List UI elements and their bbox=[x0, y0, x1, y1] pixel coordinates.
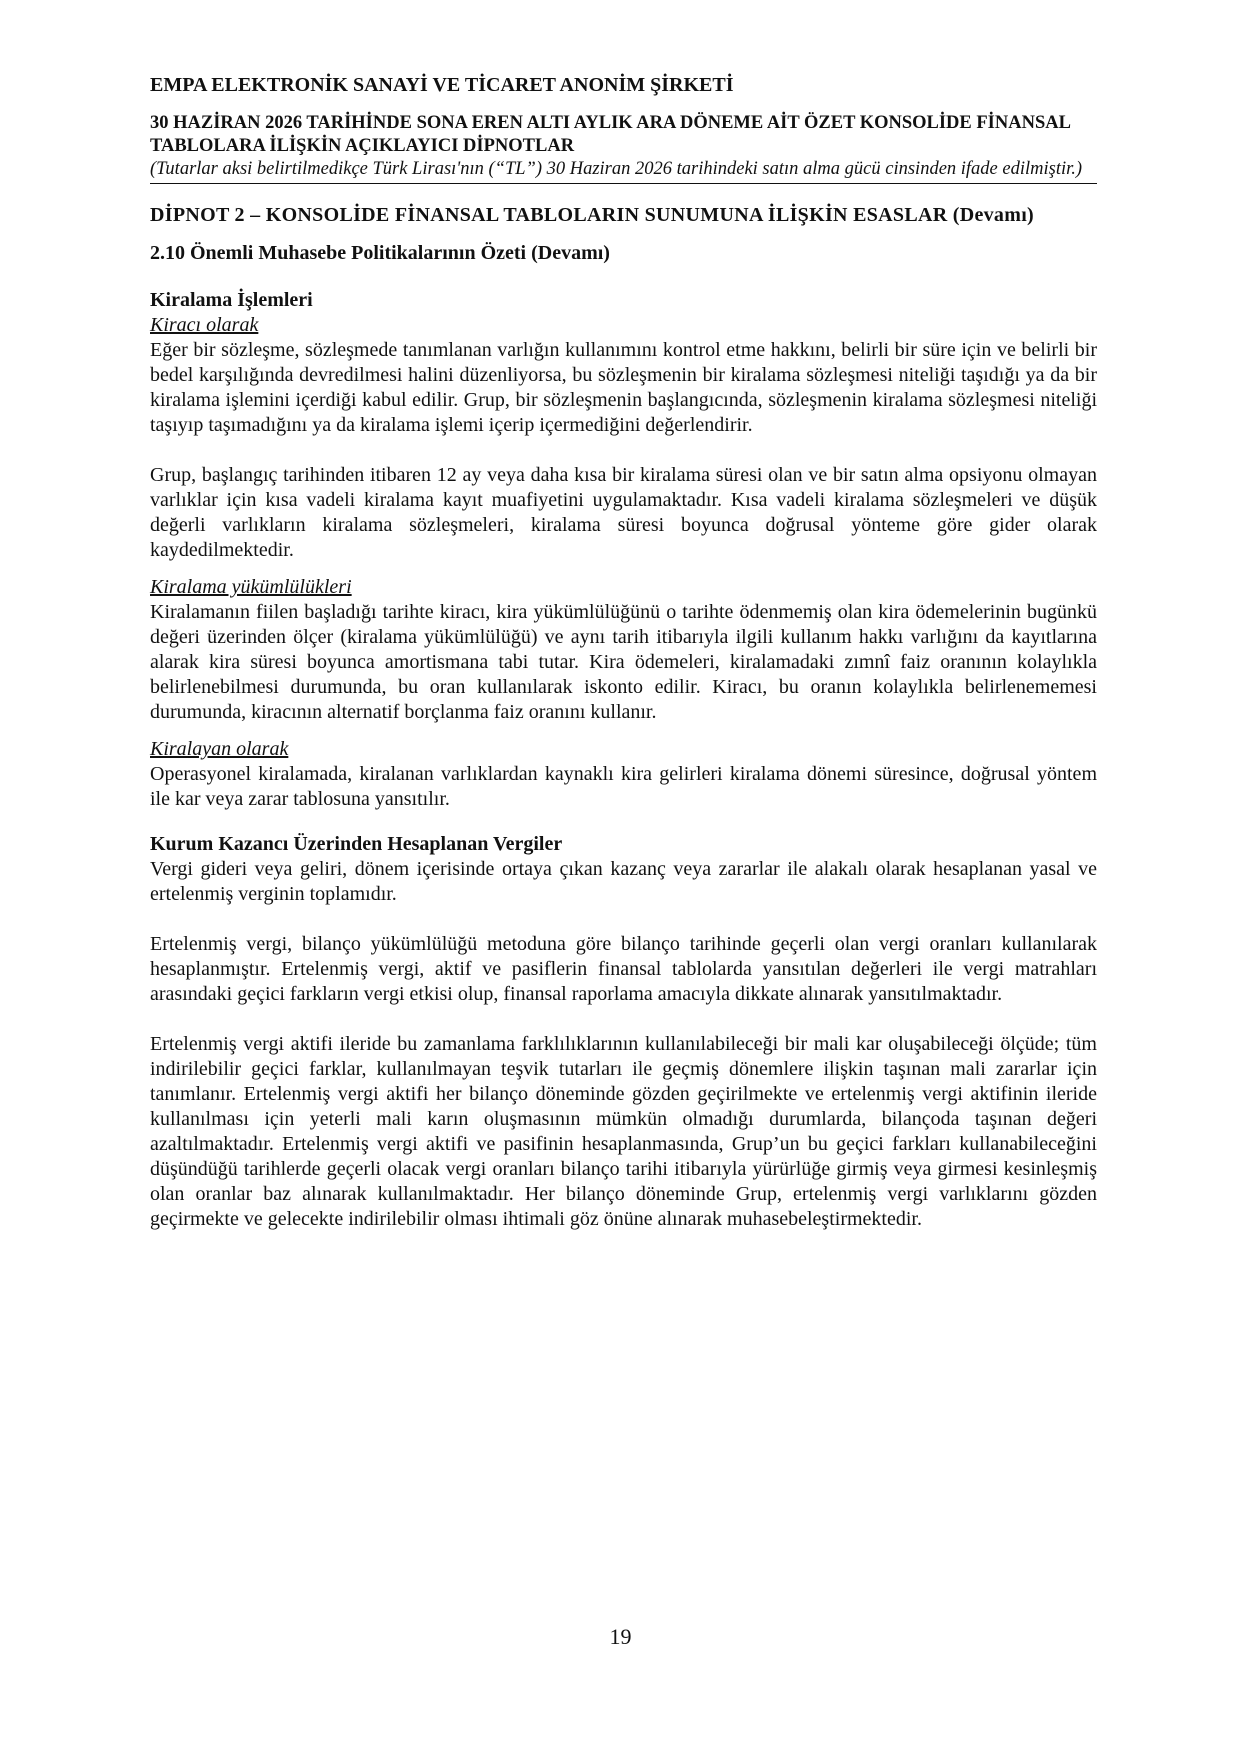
report-title: 30 HAZİRAN 2026 TARİHİNDE SONA EREN ALTI AYLIK ARA DÖNEME AİT ÖZET KONSOLİDE FİNANSAL TABLOLARA İLİŞKİN AÇIKLAYICI DİPNOTLAR bbox=[150, 113, 1070, 156]
company-name: EMPA ELEKTRONİK SANAYİ VE TİCARET ANONİM ŞİRKETİ bbox=[150, 74, 734, 96]
tax-paragraph-2: Ertelenmiş vergi, bilanço yükümlülüğü metoduna göre bilanço tarihinde geçerli olan vergi oranları kullanılarak hesaplanmıştır. Ertelenmiş vergi, aktif ve pasiflerin finansal tablolarda yansıtılan değerleri ile vergi matrahları arasındaki geçici farkların vergi etkisi olup, finansal raporlama amacıyla dikkate alınarak yansıtılmaktadır. bbox=[150, 933, 1097, 1005]
tax-title: Kurum Kazancı Üzerinden Hesaplanan Vergiler bbox=[150, 833, 563, 855]
tax-paragraph-3: Ertelenmiş vergi aktifi ileride bu zamanlama farklılıklarının kullanılabileceği bir mali kar oluşabileceği ölçüde; tüm indirilebilir geçici farklar, kullanılmayan teşvik tutarları ile geçmiş dönemlere ilişkin taşınan mali zararlar için tanımlanır. Ertelenmiş vergi aktifi her bilanço döneminde gözden geçirilmekte ve ertelenmiş vergi aktifinin ileride kullanılması için yeterli mali karın oluşmasının mümkün olmadığı durumlarda, bilançoda taşınan değeri azaltılmaktadır. Ertelenmiş vergi aktifi ve pasifinin hesaplanmasında, Grup’un bu geçici farkları kullanabileceğini düşündüğü tarihlerde geçerli olacak vergi oranları bilanço tarihi itibarıyla yürürlüğe girmiş veya girmesi kesinleşmiş olan oranlar baz alınarak kullanılmaktadır. Her bilanço döneminde Grup, ertelenmiş vergi varlıklarını gözden geçirmekte ve gelecekte indirilebilir olması ihtimali göz önüne alınarak muhasebeleştirmektedir. bbox=[150, 1033, 1097, 1230]
lessee-label: Kiracı olarak bbox=[150, 314, 259, 336]
tax-section bbox=[150, 832, 1097, 1232]
leasing-section bbox=[150, 288, 1097, 812]
lease-liabilities-label: Kiralama yükümlülükleri bbox=[150, 576, 352, 598]
lessor-paragraph: Operasyonel kiralamada, kiralanan varlıklardan kaynaklı kira gelirleri kiralama dönemi süresince, doğrusal yöntem ile kar veya zarar tablosuna yansıtılır. bbox=[150, 763, 1097, 810]
section-subheading: 2.10 Önemli Muhasebe Politikalarının Özeti (Devamı) bbox=[150, 242, 610, 264]
header-divider bbox=[150, 183, 1097, 184]
page-number: 19 bbox=[609, 1624, 632, 1649]
page-header bbox=[150, 72, 1097, 184]
lease-liabilities-paragraph: Kiralamanın fiilen başladığı tarihte kiracı, kira yükümlülüğünü o tarihte ödenmemiş olan kira ödemelerinin bugünkü değeri üzerinden ölçer (kiralama yükümlülüğü) ve aynı tarih itibarıyla ilgili kullanım hakkı varlığını da kayıtlarına alarak kira süresi boyunca amortismana tabi tutar. Kira ödemeleri, kiralamadaki zımnî faiz oranının kolaylıkla belirlenebilmesi durumunda, bu oran kullanılarak iskonto edilir. Kiracı, bu oranın kolaylıkla belirlenememesi durumunda, kiracının alternatif borçlanma faiz oranını kullanır. bbox=[150, 601, 1097, 723]
leasing-title: Kiralama İşlemleri bbox=[150, 289, 313, 311]
lessor-label: Kiralayan olarak bbox=[150, 738, 289, 760]
lessee-paragraph-2: Grup, başlangıç tarihinden itibaren 12 ay veya daha kısa bir kiralama süresi olan ve bir satın alma opsiyonu olmayan varlıklar için kısa vadeli kiralama kayıt muafiyetini uygulamaktadır. Kısa vadeli kiralama sözleşmeleri ve düşük değerli varlıkların kiralama sözleşmeleri, kiralama süresi boyunca doğrusal yönteme göre gider olarak kaydedilmektedir. bbox=[150, 464, 1097, 561]
section-heading: DİPNOT 2 – KONSOLİDE FİNANSAL TABLOLARIN SUNUMUNA İLİŞKİN ESASLAR (Devamı) bbox=[150, 204, 1035, 226]
document-page bbox=[150, 72, 1097, 1232]
currency-note: (Tutarlar aksi belirtilmedikçe Türk Lirası'nın (“TL”) 30 Haziran 2026 tarihindeki satın alma gücü cinsinden ifade edilmiştir.) bbox=[150, 159, 1083, 179]
tax-paragraph-1: Vergi gideri veya geliri, dönem içerisinde ortaya çıkan kazanç veya zararlar ile alakalı olarak hesaplanan yasal ve ertelenmiş verginin toplamıdır. bbox=[150, 858, 1097, 905]
lessee-paragraph-1: Eğer bir sözleşme, sözleşmede tanımlanan varlığın kullanımını kontrol etme hakkını, belirli bir süre için ve belirli bir bedel karşılığında devredilmesi halini düzenliyorsa, bu sözleşmenin bir kiralama sözleşmesi niteliği taşıdığı ya da bir kiralama işlemini içerdiği kabul edilir. Grup, bir sözleşmenin başlangıcında, sözleşmenin kiralama sözleşmesi niteliği taşıyıp taşımadığını ya da kiralama işlemi içerip içermediğini değerlendirir. bbox=[150, 339, 1097, 436]
